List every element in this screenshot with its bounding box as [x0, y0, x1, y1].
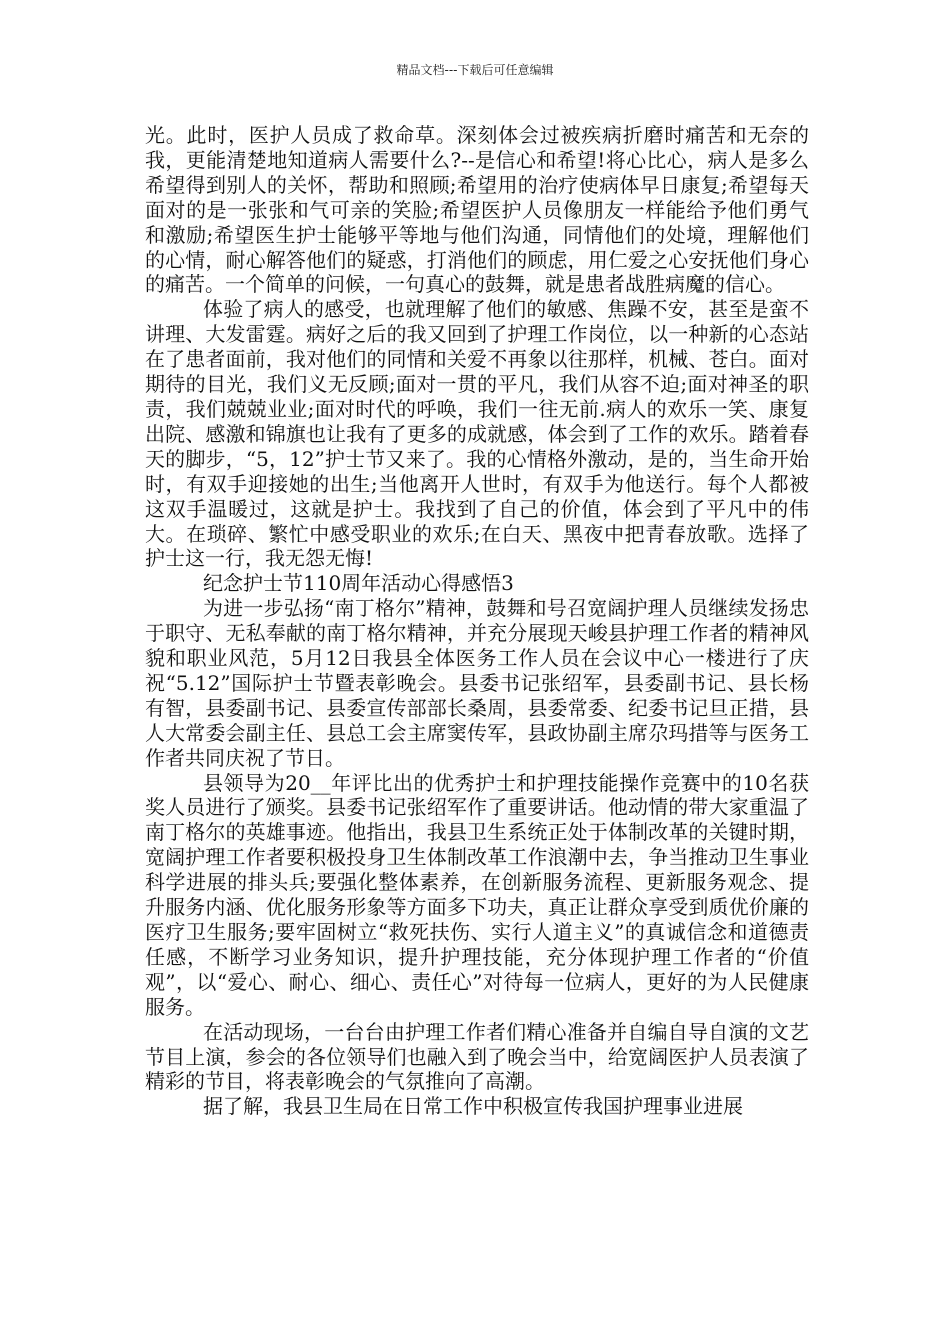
paragraph-continuation: 光。此时，医护人员成了救命草。深刻体会过被疾病折磨时痛苦和无奈的我，更能清楚地知道病人需要什么?--是信心和希望!将心比心，病人是多么希望得到别人的关怀，帮助和照顾;希望用的治疗使病体早日康复;希望每天面对的是一张张和气可亲的笑脸;希望医护人员像朋友一样能给予他们勇气和激励;希望医生护士能够平等地与他们沟通，同情他们的处境，理解他们的心情，耐心解答他们的疑惑，打消他们的顾虑，用仁爱之心安抚他们身心的痛苦。一个简单的问候，一句真心的鼓舞，就是患者战胜病魔的信心。 — [145, 123, 809, 297]
paragraph-performance: 在活动现场，一台台由护理工作者们精心准备并自编自导自演的文艺节目上演，参会的各位领导们也融入到了晚会当中，给宽阔医护人员表演了精彩的节目，将表彰晚会的气氛推向了高潮。 — [145, 1019, 809, 1094]
page-header: 精品文档---下载后可任意编辑 — [396, 63, 554, 77]
section-heading: 纪念护士节110周年活动心得感悟3 — [203, 571, 514, 596]
paragraph-leader-speech: 县领导为20__年评比出的优秀护士和护理技能操作竞赛中的10名获奖人员进行了颁奖。县委书记张绍军作了重要讲话。他动情的带大家重温了南丁格尔的英雄事迹。他指出，我县卫生系统正处于体制改革的关键时期，宽阔护理工作者要积极投身卫生体制改革工作浪潮中去，争当推动卫生事业科学进展的排头兵;要强化整体素养，在创新服务流程、更新服务观念、提升服务内涵、优化服务形象等方面多下功夫，真正让群众享受到质优价廉的医疗卫生服务;要牢固树立“救死扶伤、实行人道主义”的真诚信念和道德责任感，不断学习业务知识，提升护理技能，充分体现护理工作者的“价值观”，以“爱心、耐心、细心、责任心”对待每一位病人，更好的为人民健康服务。 — [145, 770, 809, 1019]
paragraph-celebration-event: 为进一步弘扬“南丁格尔”精神，鼓舞和号召宽阔护理人员继续发扬忠于职守、无私奉献的南丁格尔精神，并充分展现天峻县护理工作者的精神风貌和职业风范，5月12日我县全体医务工作人员在会议中心一楼进行了庆祝“5.12”国际护士节暨表彰晚会。县委书记张绍军，县委副书记、县长杨有智，县委副书记、县委宣传部部长桑周，县委常委、纪委书记旦正措，县人大常委会副主任、县总工会主席窦传军，县政协副主席尕玛措等与医务工作者共同庆祝了节日。 — [145, 596, 809, 770]
paragraph-patient-experience: 体验了病人的感受，也就理解了他们的敏感、焦躁不安，甚至是蛮不讲理、大发雷霆。病好之后的我又回到了护理工作岗位，以一种新的心态站在了患者面前，我对他们的同情和关爱不再象以往那样，机械、苍白。面对期待的目光，我们义无反顾;面对一贯的平凡，我们从容不迫;面对神圣的职责，我们兢兢业业;面对时代的呼唤，我们一往无前.病人的欢乐一笑、康复出院、感激和锦旗也让我有了更多的成就感，体会到了工作的欢乐。踏着春天的脚步，“5，12”护士节又来了。我的心情格外激动，是的，当生命开始时，有双手迎接她的出生;当他离开人世时，有双手为他送行。每个人都被这双手温暖过，这就是护士。我找到了自己的价值，体会到了平凡中的伟大。在琐碎、繁忙中感受职业的欢乐;在白天、黑夜中把青春放歌。选择了护士这一行，我无怨无悔! — [145, 297, 809, 571]
paragraph-closing-fragment: 据了解，我县卫生局在日常工作中积极宣传我国护理事业进展 — [203, 1094, 743, 1119]
document-body — [145, 123, 809, 1119]
